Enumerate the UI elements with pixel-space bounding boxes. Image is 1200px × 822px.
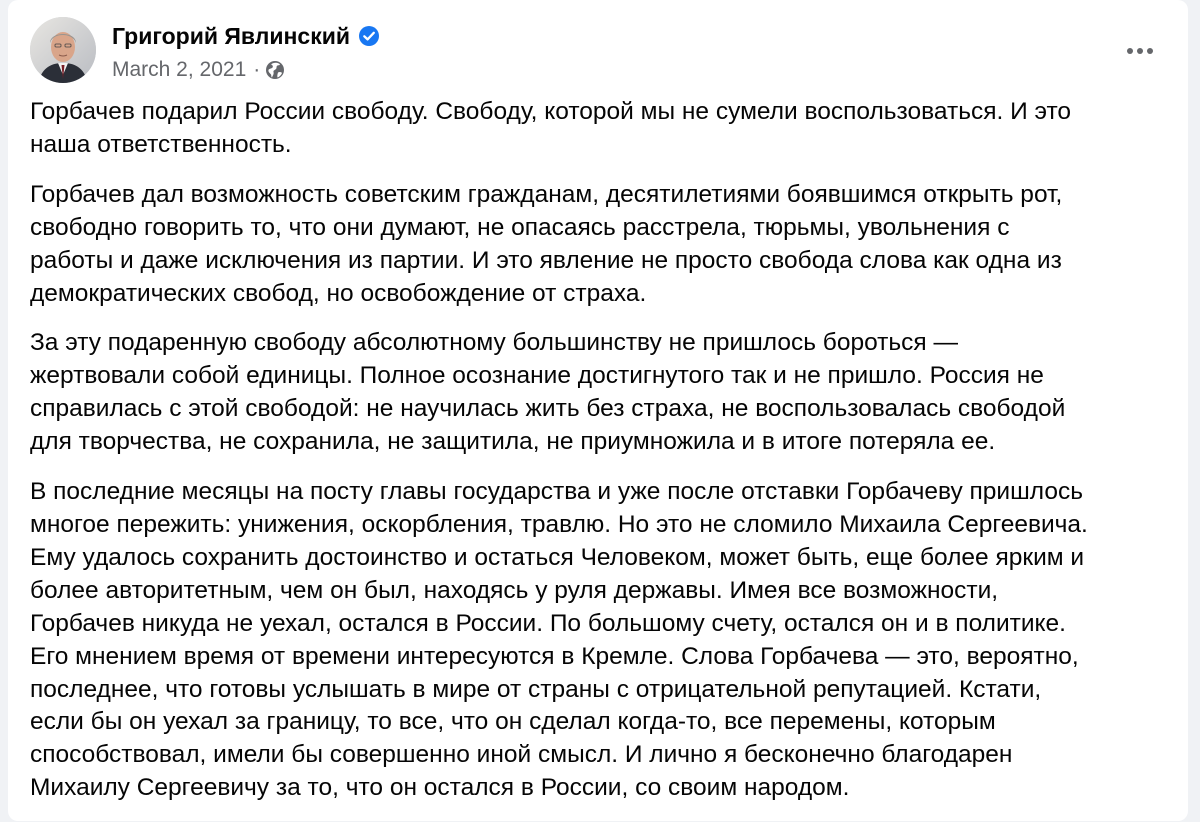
more-options-button[interactable] <box>1120 31 1160 71</box>
post-paragraph: В последние месяцы на посту главы государства и уже после отставки Горбачеву пришлось многое пережить: унижения, оскорбления, травлю. Но это не сломило Михаила Сергеевича. Ему удалось сохранить достоинство и остаться Человеком, может быть, еще более ярким и более авторитетным, чем он был, находясь у руля державы. Имея все возможности, Горбачев никуда не уехал, остался в России. По большому счету, остался он и в политике. Его мнением время от времени интересуются в Кремле. Слова Горбачева — это, вероятно, последнее, что готовы услышать в мире от страны с отрицательной репутацией. Кстати, если бы он уехал за границу, то все, что он сделал когда-то, все перемены, которым способствовал, имели бы совершенно иной смысл. И лично я бесконечно благодарен Михаилу Сергеевичу за то, что он остался в России, со своим народом. <box>30 478 1088 802</box>
post-paragraph: Горбачев подарил России свободу. Свободу, которой мы не сумели воспользоваться. И это наша ответственность. <box>30 98 1072 158</box>
author-name[interactable]: Григорий Явлинский <box>112 22 350 49</box>
post-text <box>30 96 1165 822</box>
post-date[interactable]: March 2, 2021 <box>112 58 247 81</box>
author-avatar[interactable] <box>30 17 96 83</box>
author-name-line <box>112 21 380 51</box>
avatar-photo <box>30 17 96 83</box>
post-paragraph: За эту подаренную свободу абсолютному большинству не пришлось бороться — жертвовали собой единицы. Полное осознание достигнутого так и не пришло. Россия не справилась с этой свободой: не научилась жить без страха, не воспользовалась свободой для творчества, не сохранила, не защитила, не приумножила и в итоге потеряла ее. <box>30 329 1066 456</box>
verified-badge-icon <box>358 25 380 47</box>
more-options-icon <box>1126 47 1154 55</box>
post-meta <box>112 57 285 83</box>
post-paragraph: Горбачев дал возможность советским гражданам, десятилетиями боявшимся открыть рот, свободно говорить то, что они думают, не опасаясь расстрела, тюрьмы, увольнения с работы и даже исключения из партии. И это явление не просто свобода слова как одна из демократических свобод, но освобождение от страха. <box>30 180 1063 307</box>
post-card <box>8 0 1188 821</box>
globe-icon[interactable] <box>265 60 285 80</box>
meta-separator: · <box>253 58 261 81</box>
post-header <box>30 17 1160 83</box>
